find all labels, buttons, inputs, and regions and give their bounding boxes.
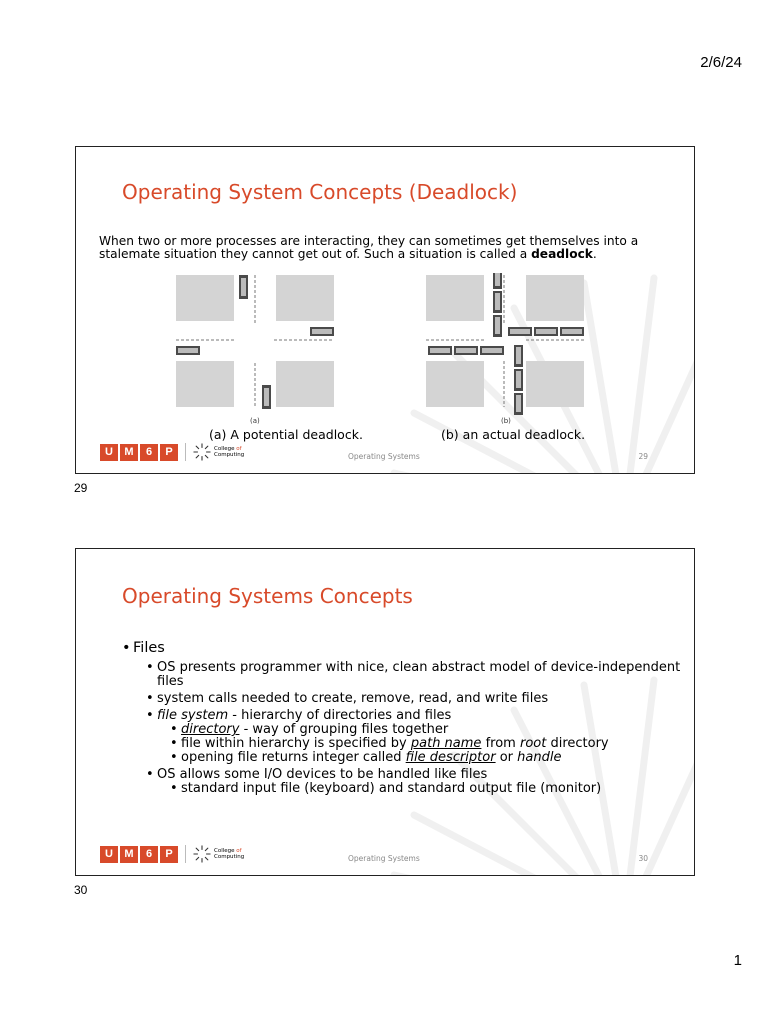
bus-icon (428, 346, 452, 355)
bullet-directory (122, 723, 682, 737)
city-block (426, 361, 484, 407)
bullet-icon: • (170, 722, 178, 737)
caption-potential-deadlock: (a) A potential deadlock. (209, 427, 363, 442)
bullet-text-italic: file system (157, 708, 229, 723)
body-text-post: . (592, 247, 597, 261)
city-block (176, 361, 234, 407)
bus-icon (239, 275, 248, 299)
bullet-abstract-model (122, 661, 682, 689)
bullet-text: directory (546, 736, 609, 751)
logo-letter: U (100, 444, 118, 461)
bullet-icon: • (122, 640, 131, 656)
logo-letter: P (160, 444, 178, 461)
computing-word: Computing (214, 854, 245, 860)
city-block (526, 361, 584, 407)
bullet-text: - hierarchy of directories and files (228, 708, 452, 723)
bus-icon (514, 369, 523, 391)
bullet-text: file within hierarchy is specified by (181, 736, 411, 751)
bullet-icon: • (170, 750, 178, 765)
bullet-text: or (495, 750, 518, 765)
bus-icon (493, 273, 502, 289)
slide-30 (75, 548, 695, 876)
footer-course-name: Operating Systems (348, 854, 420, 863)
bullet-icon: • (146, 767, 154, 782)
bus-icon (508, 327, 532, 336)
slide-29 (75, 146, 695, 474)
bullet-standard-io (122, 782, 682, 796)
bullet-text: OS presents programmer with nice, clean abstract model of device-independent files (157, 660, 681, 689)
bullet-system-calls (122, 692, 682, 706)
computing-word: Computing (214, 452, 245, 458)
bullet-text-underline: file descriptor (405, 750, 496, 765)
city-block (276, 275, 334, 321)
figure-a-label: (a) (250, 417, 260, 425)
bullet-icon: • (146, 691, 154, 706)
college-of-computing-logo (193, 443, 244, 461)
bullet-text: opening file returns integer called (181, 750, 406, 765)
bus-icon (454, 346, 478, 355)
city-block (426, 275, 484, 321)
page-number: 1 (733, 952, 742, 969)
footer-slide-number: 29 (638, 452, 648, 461)
bullet-text: system calls needed to create, remove, read, and write files (157, 691, 549, 706)
bullet-files (122, 639, 682, 657)
college-of-word: of (236, 446, 242, 452)
bullet-text-underline: path name (410, 736, 482, 751)
logo-letter: 6 (140, 444, 158, 461)
logo-divider (185, 443, 186, 461)
bullet-icon: • (170, 736, 178, 751)
bullet-file-system (122, 709, 682, 723)
bullet-text-italic: handle (517, 750, 562, 765)
bullet-file-descriptor (122, 751, 682, 765)
bullet-icon: • (170, 781, 178, 796)
bus-icon (514, 345, 523, 367)
college-of-computing-logo (193, 845, 244, 863)
body-text-bold: deadlock (531, 247, 593, 261)
figure-potential-deadlock (174, 273, 339, 413)
bus-icon (493, 291, 502, 313)
bullet-text: - way of grouping files together (239, 722, 449, 737)
logo-letter: 6 (140, 846, 158, 863)
caption-actual-deadlock: (b) an actual deadlock. (441, 427, 586, 442)
figure-actual-deadlock (424, 273, 589, 418)
college-burst-icon (193, 845, 211, 863)
body-text-pre: When two or more processes are interacting, they can sometimes get themselves into a stalemate situation they cannot get out of. Such a situation is called a (99, 234, 639, 261)
bus-icon (534, 327, 558, 336)
um6p-wordmark (100, 444, 180, 461)
college-word: College (214, 446, 235, 452)
college-of-word: of (236, 848, 242, 854)
slide-body-text (99, 235, 679, 261)
slide-title: Operating System Concepts (Deadlock) (122, 180, 518, 204)
bullet-text: standard input file (keyboard) and standard output file (monitor) (181, 781, 602, 796)
bullet-list (122, 639, 682, 796)
city-block (526, 275, 584, 321)
footer-course-name: Operating Systems (348, 452, 420, 461)
city-block (276, 361, 334, 407)
bullet-icon: • (146, 708, 154, 723)
slide-number-label: 30 (74, 883, 88, 897)
logo-letter: U (100, 846, 118, 863)
bus-icon (493, 315, 502, 337)
logo-letter: P (160, 846, 178, 863)
bus-icon (480, 346, 504, 355)
bullet-icon: • (146, 660, 154, 675)
bullet-path-name (122, 737, 682, 751)
logo-divider (185, 845, 186, 863)
bullet-text-italic: root (519, 736, 547, 751)
bus-icon (262, 385, 271, 409)
college-burst-icon (193, 443, 211, 461)
city-block (176, 275, 234, 321)
um6p-logo (100, 845, 244, 863)
logo-letter: M (120, 846, 138, 863)
slide-number-label: 29 (74, 481, 88, 495)
bus-icon (560, 327, 584, 336)
college-word: College (214, 848, 235, 854)
bullet-text-underline: directory (181, 722, 240, 737)
bullet-text: OS allows some I/O devices to be handled like files (157, 767, 488, 782)
bus-icon (310, 327, 334, 336)
logo-letter: M (120, 444, 138, 461)
figure-b-label: (b) (501, 417, 511, 425)
bullet-text: from (481, 736, 520, 751)
um6p-wordmark (100, 846, 180, 863)
footer-slide-number: 30 (638, 854, 648, 863)
bus-icon (514, 393, 523, 415)
bus-icon (176, 346, 200, 355)
um6p-logo (100, 443, 244, 461)
slide-title: Operating Systems Concepts (122, 584, 413, 608)
document-date: 2/6/24 (700, 54, 742, 71)
bullet-io-devices (122, 768, 682, 782)
bullet-text: Files (133, 640, 165, 656)
